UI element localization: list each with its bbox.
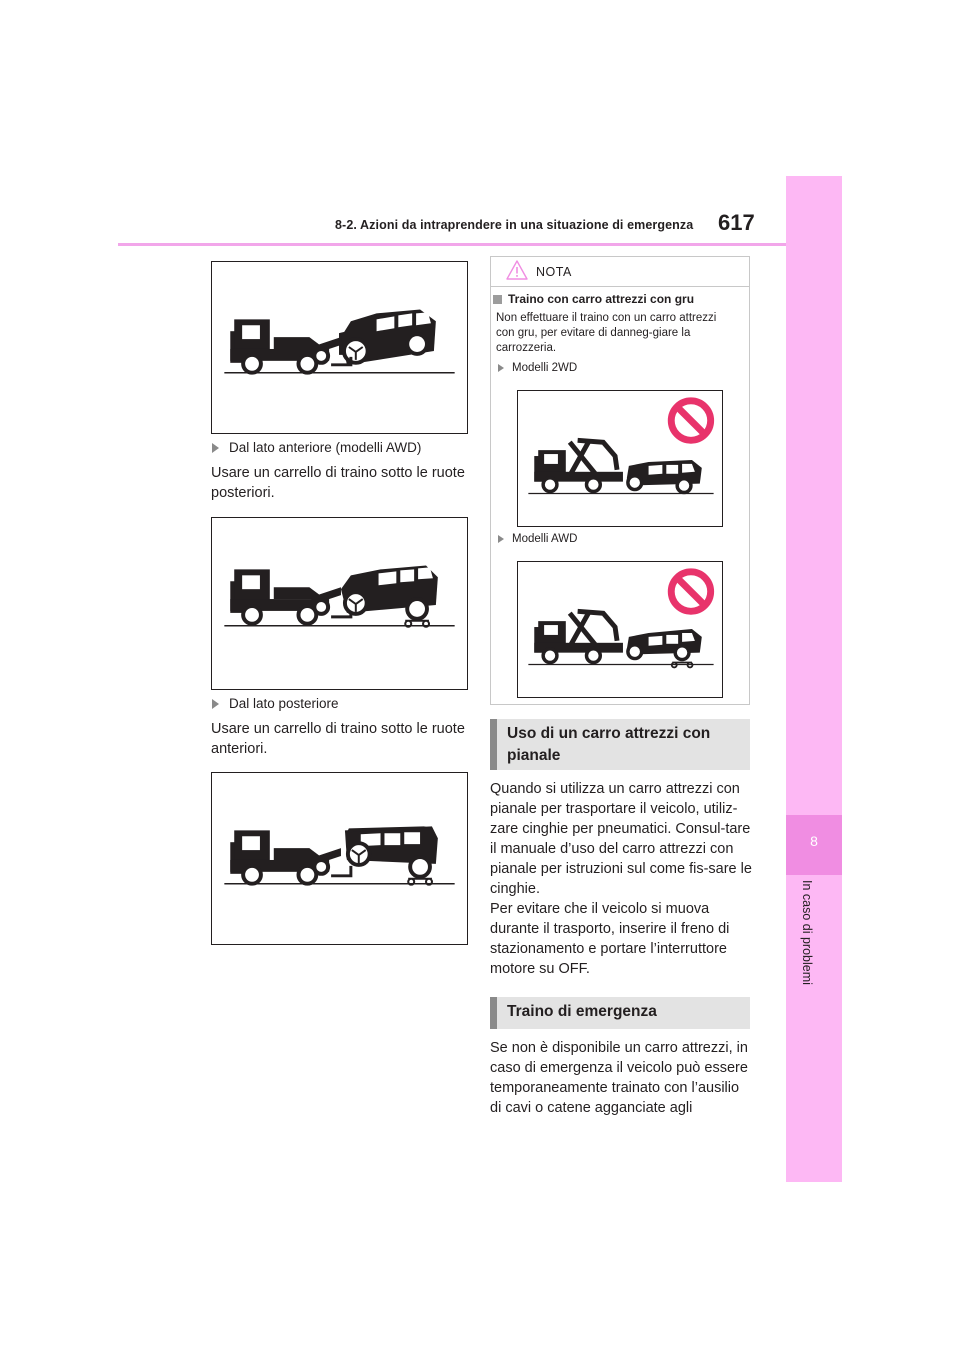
- bullet-triangle-icon: [498, 364, 504, 372]
- chapter-number: 8: [810, 833, 818, 849]
- paragraph-rear: Usare un carrello di traino sotto le ruote anteriori.: [211, 721, 465, 757]
- note-bullet-2wd-label: Modelli 2WD: [512, 362, 578, 374]
- paragraph-flatbed-straps: Quando si utilizza un carro attrezzi con pianale per trasportare il veicolo, utiliz-zare cinghie per pneumatici. Consul-tare il manuale d’uso del carro attrezzi con pianale per istruzioni sul come fis-sare le cinghie.: [490, 781, 752, 897]
- bullet-front-awd-label: Dal lato anteriore (modelli AWD): [229, 440, 422, 455]
- bullet-front-awd: [212, 440, 421, 455]
- note-label: NOTA: [536, 265, 572, 279]
- prohibition-icon: [671, 401, 710, 440]
- illustration-tow-dolly-front-2wd: [211, 261, 468, 434]
- prohibition-icon: [671, 572, 710, 611]
- note-header-rule: [491, 286, 749, 287]
- page-number: 617: [718, 210, 755, 235]
- note-bullet-awd-label: Modelli AWD: [512, 533, 578, 545]
- square-bullet-icon: [493, 295, 502, 304]
- note-title: [493, 292, 694, 306]
- paragraph-flatbed-brake: Per evitare che il veicolo si muova durante il trasporto, inserire il freno di stazionamento e portare l’interruttore motore su OFF.: [490, 901, 730, 977]
- chapter-side-tab: [786, 176, 842, 1182]
- note-body: Non effettuare il traino con un carro attrezzi con gru, per evitare di danneg-giare la carrozzeria.: [496, 312, 717, 354]
- bullet-rear-label: Dal lato posteriore: [229, 696, 339, 711]
- note-bullet-2wd: [498, 362, 577, 374]
- header-rule: [118, 243, 786, 246]
- illustration-wheel-lift-awd-prohibited: [517, 561, 723, 698]
- paragraph-emergency-towing: Se non è disponibile un carro attrezzi, in caso di emergenza il veicolo può essere temporaneamente trainato con l’ausilio di cavi o catene agganciate agli: [490, 1040, 748, 1116]
- illustration-tow-dolly-front-awd: [211, 517, 468, 690]
- bullet-rear: [212, 696, 339, 711]
- bullet-triangle-icon: [212, 699, 219, 709]
- section-heading-emergency-towing: Traino di emergenza: [490, 997, 750, 1029]
- section-heading-flatbed: Uso di un carro attrezzi con pianale: [490, 719, 750, 770]
- bullet-triangle-icon: [498, 535, 504, 543]
- note-bullet-awd: [498, 533, 577, 545]
- running-header: 8-2. Azioni da intraprendere in una situazione di emergenza: [335, 218, 694, 232]
- paragraph-front-awd: Usare un carrello di traino sotto le ruote posteriori.: [211, 465, 465, 501]
- warning-icon: [506, 260, 528, 280]
- note-title-text: Traino con carro attrezzi con gru: [508, 292, 695, 306]
- illustration-tow-dolly-rear: [211, 772, 468, 945]
- bullet-triangle-icon: [212, 443, 219, 453]
- illustration-wheel-lift-2wd-prohibited: [517, 390, 723, 527]
- chapter-label: In caso di problemi: [800, 880, 814, 985]
